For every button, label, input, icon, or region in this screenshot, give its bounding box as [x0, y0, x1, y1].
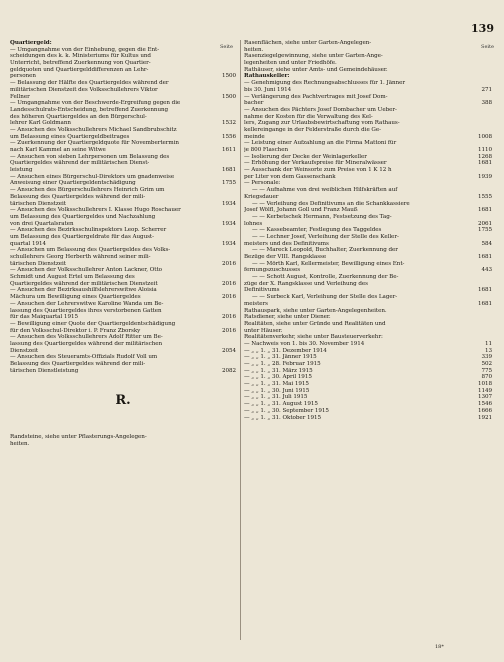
entry-text: — — Surbeck Karl, Verleihung der Stelle des Lager- [252, 294, 398, 301]
right-entry-line [244, 354, 492, 361]
entry-text: — Verlängerung des Pachtvertrages mit Josef Dom- [244, 93, 388, 100]
entry-text: Anweisung einer Quartiergeldentschädigung [10, 180, 136, 187]
entry-text: lassung des Quartiergeldes während der militärischen [10, 340, 163, 347]
left-entry-line [10, 368, 236, 375]
entry-text: — „ „ 1. „ 31. März 1915 [244, 367, 313, 374]
entry-page-number: 1500 [221, 93, 236, 100]
right-entry-line [244, 281, 492, 288]
entry-text: Realitätenverkehr, siehe unter Bausteuerverkehr: [244, 334, 383, 341]
right-entry-line [244, 254, 492, 261]
right-entry-line [244, 140, 492, 147]
entry-text: — — Mörth Karl, Kellermeister, Bewilligung eines Ent- [252, 260, 405, 267]
left-entry-line [10, 261, 236, 268]
entry-text: — Ansuchen um Belassung des Quartiergeldes des Volks- [10, 247, 171, 254]
right-entry-line [244, 107, 492, 114]
entry-text: bacher [244, 100, 264, 107]
entry-page-number: 584 [481, 240, 492, 247]
entry-page-number: 870 [481, 374, 492, 381]
right-entry-line [244, 87, 492, 94]
entry-text: — „ „ 1. „ 31. Oktober 1915 [244, 414, 322, 421]
left-entry-line [10, 194, 236, 201]
right-entry-line [244, 381, 492, 388]
entry-text: leistung [10, 167, 33, 174]
left-entry-line [10, 334, 236, 341]
entry-text: — — Aufnahme von drei weiblichen Hilfskräften auf [252, 187, 398, 194]
entry-page-number: 1307 [477, 394, 492, 401]
left-entry-line [10, 107, 236, 114]
right-column [244, 40, 492, 421]
entry-text: — — Mareck Leopold, Buchhalter, Zuerkennung der [252, 247, 398, 254]
right-entry-line [244, 227, 492, 234]
entry-text: — — Kassebeamter, Festlegung des Taggeldes [252, 227, 382, 234]
left-entry-line [10, 321, 236, 328]
entry-text: nach Karl Kammel an seine Witwe [10, 147, 106, 153]
entry-text: — Ansuchen des Volksschullehrers Michael Sandbrubschitz [10, 126, 177, 133]
entry-text: heiten. [10, 441, 30, 448]
left-entry-line [10, 53, 236, 60]
left-entry-line [10, 47, 236, 54]
right-entry-line [244, 167, 492, 174]
left-entry-line [10, 274, 236, 281]
right-entry-line [244, 334, 492, 341]
entry-page-number: 1555 [477, 193, 492, 200]
entry-text: — Isolierung der Decke der Weinlagerkeller [244, 153, 367, 160]
left-entry-line [10, 434, 236, 441]
page-number: 139 [471, 22, 494, 35]
entry-text: quartal 1914 [10, 240, 46, 247]
left-entry-line [10, 241, 236, 248]
left-entry-line [10, 201, 236, 208]
right-entry-line [244, 287, 492, 294]
right-entry-line [244, 314, 492, 321]
right-entry-line [244, 174, 492, 181]
right-entry-line [244, 134, 492, 141]
entry-text: — Ansuchen eines Bürgerschul-Direktors um gnadenweise [10, 173, 175, 180]
column-divider [240, 40, 241, 640]
right-entry-line [244, 267, 492, 274]
column-header-right: Seite [481, 44, 494, 50]
entry-page-number: 1681 [477, 207, 492, 214]
right-entry-line [244, 328, 492, 335]
entry-text: Belassung des Quartiergeldes während der mili- [10, 361, 146, 367]
right-entry-line [244, 154, 492, 161]
right-entry-line [244, 241, 492, 248]
left-entry-line [10, 154, 236, 161]
entry-page-number: 2082 [221, 367, 236, 374]
entry-text: — Bewilligung einer Quote der Quartiergeldentschädigung [10, 320, 176, 327]
entry-page-number: 1611 [221, 147, 236, 153]
entry-page-number: 1110 [477, 147, 492, 153]
left-entry-line [10, 94, 236, 101]
entry-page-number: 2016 [221, 327, 236, 334]
right-entry-line [244, 368, 492, 375]
entry-text: um Belassung eines Quartiergeldbeitrages [10, 133, 130, 140]
right-entry-line [244, 394, 492, 401]
left-entry-line [10, 174, 236, 181]
entry-text: züge der X. Rangsklasse und Verleihung des [244, 280, 368, 287]
entry-text: — „ „ 1. „ 31. Jänner 1915 [244, 354, 317, 361]
entry-text: Quartiergeldes während der militärischen Dienstzeit [10, 280, 158, 287]
entry-page-number: 11 [484, 340, 492, 347]
entry-text: — „ „ 1. „ 30. September 1915 [244, 407, 329, 414]
right-entry-line [244, 274, 492, 281]
entry-page-number: 1921 [477, 414, 492, 421]
right-entry-line [244, 100, 492, 107]
entry-page-number: 2061 [477, 220, 492, 227]
left-entry-line [10, 254, 236, 261]
entry-text: tärischen Dienstleistung [10, 367, 79, 374]
left-entry-line [10, 134, 236, 141]
entry-page-number: 1681 [477, 287, 492, 294]
right-entry-line [244, 73, 492, 80]
left-entry-line [10, 207, 236, 214]
entry-page-number: 1681 [477, 160, 492, 167]
right-entry-line [244, 47, 492, 54]
entry-text: — „ „ 1. „ 31. Mai 1915 [244, 381, 309, 388]
entry-text: — Erhöhung der Verkaufspreise für Mineralwässer [244, 160, 387, 167]
right-entry-line [244, 67, 492, 74]
left-entry-line [10, 160, 236, 167]
entry-text: — — Lechner Josef, Verleihung der Stelle des Keller- [252, 233, 399, 240]
entry-text: — Ansuchen des Pächters Josef Dombacher um Ueber- [244, 106, 397, 113]
entry-text: — Umgangnahme von der Einhebung, gegen die Ent- [10, 46, 160, 53]
left-entry-line [10, 354, 236, 361]
left-entry-line [10, 441, 236, 448]
right-entry-line [244, 201, 492, 208]
entry-text: um Belassung des Quartiergeldes und Nachzahlung [10, 213, 156, 220]
left-entry-line [10, 147, 236, 154]
entry-page-number: 13 [484, 347, 492, 354]
right-entry-line [244, 114, 492, 121]
entry-page-number: 1681 [221, 167, 236, 174]
entry-text: lohnes [244, 220, 263, 227]
entry-page-number: 1149 [477, 387, 492, 394]
entry-text: Ratsdiener, siehe unter Diener. [244, 314, 331, 321]
entry-text: unter Häuser. [244, 327, 283, 334]
entry-page-number: 1546 [477, 401, 492, 408]
left-entry-line [10, 73, 236, 80]
right-entry-line [244, 234, 492, 241]
right-entry-line [244, 221, 492, 228]
entry-text: meinde [244, 133, 265, 140]
left-entry-line [10, 267, 236, 274]
right-entry-line [244, 194, 492, 201]
entry-text: bis 30. Juni 1914 [244, 86, 292, 93]
right-entry-line [244, 40, 492, 47]
left-entry-line [10, 114, 236, 121]
right-entry-line [244, 341, 492, 348]
left-entry-line [10, 301, 236, 308]
entry-text: Dienstzeit [10, 347, 39, 354]
entry-text: — Ansuchen des Steueramts-Offizials Rudolf Voll um [10, 354, 158, 361]
right-entry-line [244, 53, 492, 60]
column-header-left: Seite [220, 44, 233, 50]
entry-text: geldquoten und Quartiergelddifferenzen an Lehr- [10, 66, 149, 73]
right-entry-line [244, 94, 492, 101]
entry-page-number: 2054 [221, 347, 236, 354]
entry-page-number: 271 [481, 86, 492, 93]
entry-text: Randsteine, siehe unter Pflasterungs-Angelegen- [10, 434, 147, 441]
entry-text: — Ansuchen des Bürgerschullehrers Heinrich Grim um [10, 187, 165, 194]
right-entry-line [244, 348, 492, 355]
entry-text: Rathäuser, siehe unter Amts- und Gemeindehäuser. [244, 66, 388, 73]
entry-text: — „ „ 1. „ 31. Dezember 1914 [244, 347, 327, 354]
entry-text: Mächura um Bewilligung eines Quartiergeldes [10, 294, 141, 301]
entry-text: — Genehmigung des Rechnungsabschlusses für 1. Jänner [244, 80, 405, 87]
entry-text: schullehrers Georg Herberth während seiner mili- [10, 254, 151, 260]
entry-text: meisters [244, 300, 268, 307]
entry-text: — Belassung der Hälfte des Quartiergeldes während der [10, 80, 169, 87]
right-entry-line [244, 374, 492, 381]
entry-text: — Ansuchen von sieben Lehrpersonen um Belassung des [10, 153, 170, 160]
left-entry-line [10, 60, 236, 67]
entry-text: Rasenziegelgewinnung, siehe unter Garten-Ange- [244, 53, 383, 60]
right-entry-line [244, 301, 492, 308]
entry-page-number: 339 [481, 354, 492, 361]
entry-text: legenheiten und unter Friedhöfe. [244, 60, 337, 67]
entry-text: personen [10, 73, 36, 80]
left-column [10, 40, 236, 448]
left-entry-line [10, 67, 236, 74]
entry-page-number: 2016 [221, 260, 236, 267]
right-entry-line [244, 361, 492, 368]
entry-text: — Ansuchen des Bezirksschulinspektors Leop. Scherrer [10, 227, 167, 234]
left-entry-line [10, 328, 236, 335]
entry-text: nahme der Kosten für die Verwaltung des Kel- [244, 113, 373, 120]
left-entry-line [10, 40, 236, 47]
left-entry-line [10, 247, 236, 254]
entry-text: lehrer Karl Goldmann [10, 120, 71, 127]
entry-text: per Liter von dem Gassenschank [244, 173, 336, 180]
entry-page-number: 1018 [477, 381, 492, 388]
left-entry-line [10, 214, 236, 221]
entry-text: — Ausschank der Weinsorte zum Preise von 1 K 12 h [244, 167, 392, 174]
entry-page-number: 1681 [477, 300, 492, 307]
entry-text: — „ „ 1. „ 30. Juni 1915 [244, 387, 310, 394]
left-entry-line [10, 308, 236, 315]
left-entry-line [10, 314, 236, 321]
entry-text: — Zuerkennung der Quartiergeldquote für Novembertermin [10, 140, 179, 147]
entry-page-number: 502 [481, 361, 492, 367]
entry-text: Rathauskeller: [244, 73, 290, 80]
entry-text: — — Verleihung des Definitivums an die Schankkassiere [252, 200, 410, 207]
right-entry-line [244, 180, 492, 187]
entry-text: Schmidt und August Ertel um Belassung des [10, 274, 135, 281]
entry-text: — — Schott August, Kontrolle, Zuerkennung der Be- [252, 274, 399, 281]
entry-text: für das Maiquartal 1915 [10, 314, 78, 321]
entry-page-number: 1500 [221, 73, 236, 80]
entry-page-number: 1939 [477, 173, 492, 180]
entry-text: — „ „ 1. „ 30. April 1915 [244, 374, 312, 381]
left-entry-line [10, 221, 236, 228]
right-entry-line [244, 308, 492, 315]
entry-text: — Ansuchen der Lehrerswitwe Karoline Wanda um Be- [10, 300, 164, 307]
left-entry-line [10, 187, 236, 194]
left-entry-line [10, 87, 236, 94]
entry-text: lers, Zugang zur Urlaubsbewirtschaftung vom Rathaus- [244, 120, 400, 127]
entry-text: militärischen Dienstzeit des Volksschullehrers Viktor [10, 86, 158, 93]
entry-text: um Belassung des Quartiergeldrate für das August- [10, 233, 154, 240]
right-entry-line [244, 120, 492, 127]
entry-page-number: 1008 [477, 133, 492, 140]
right-entry-line [244, 160, 492, 167]
entry-page-number: 775 [481, 367, 492, 374]
entry-text: — Umgangnahme von der Beschwerde-Ergreifung gegen die [10, 100, 181, 107]
entry-text: des höheren Quartiergeldes an den Bürgerschul- [10, 113, 147, 120]
left-entry-line [10, 80, 236, 87]
right-entry-line [244, 321, 492, 328]
entry-text: Unterricht, betreffend Zuerkennung von Quartier- [10, 60, 151, 67]
entry-text: Fellner [10, 93, 30, 100]
left-entry-line [10, 374, 236, 434]
entry-text: — „ „ 1. „ 31. Juli 1915 [244, 394, 308, 401]
entry-text: Landesschulrats-Entscheidung, betreffend Zuerkennung [10, 106, 169, 113]
entry-text: Rathauspark, siehe unter Garten-Angelegenheiten. [244, 307, 387, 314]
entry-page-number: 1934 [221, 200, 236, 207]
left-entry-line [10, 100, 236, 107]
entry-text: — „ „ 1. „ 28. Februar 1915 [244, 361, 321, 367]
entry-text: — Ansuchen der Volksschullehrer Anton Lackner, Otto [10, 267, 162, 274]
left-entry-line [10, 180, 236, 187]
entry-text: fernungszuschusses [244, 267, 301, 274]
right-entry-line [244, 401, 492, 408]
entry-text: lassung des Quartiergeldes ihres verstorbenen Gatten [10, 307, 162, 314]
entry-page-number: 1666 [477, 407, 492, 414]
entry-text: Quartiergeldes während der militärischen Dienst- [10, 160, 150, 167]
right-entry-line [244, 207, 492, 214]
right-entry-line [244, 60, 492, 67]
left-entry-line [10, 348, 236, 355]
left-entry-line [10, 234, 236, 241]
right-entry-line [244, 408, 492, 415]
entry-text: Bezüge der VIII. Rangsklasse [244, 254, 327, 260]
entry-page-number: 1934 [221, 240, 236, 247]
entry-page-number: 443 [481, 267, 492, 274]
entry-text: — Nachweis von 1. bis 30. November 1914 [244, 340, 365, 347]
entry-text: Rasenflächen, siehe unter Garten-Angelegen- [244, 40, 372, 46]
entry-text: kellereingange in der Felderstraße durch die Ge- [244, 126, 381, 133]
right-entry-line [244, 294, 492, 301]
entry-text: scheidungen des k. k. Ministeriums für Kultus und [10, 53, 151, 60]
right-entry-line [244, 127, 492, 134]
right-entry-line [244, 247, 492, 254]
right-entry-line [244, 214, 492, 221]
entry-text: Realitäten, siehe unter Gründe und Realitäten und [244, 320, 386, 327]
left-entry-line [10, 167, 236, 174]
entry-page-number: 2016 [221, 314, 236, 321]
right-entry-line [244, 388, 492, 395]
entry-text: von drei Quartalsraten [10, 220, 74, 227]
left-entry-line [10, 294, 236, 301]
footer-signature: 18* [435, 644, 444, 650]
entry-text: — — Kerbetschek Hermann, Festsetzung des Tag- [252, 213, 392, 220]
left-entry-line [10, 361, 236, 368]
left-entry-line [10, 127, 236, 134]
entry-text: Belassung des Quartiergeldes während der mili- [10, 193, 146, 200]
left-entry-line [10, 287, 236, 294]
entry-text: — Ansuchen der Bezirksaushilfslehrerswitwe Aloisia [10, 287, 157, 294]
left-entry-line [10, 120, 236, 127]
entry-page-number: 2016 [221, 294, 236, 301]
entry-text: Quartiergeld: [10, 40, 52, 46]
entry-page-number: 388 [481, 100, 492, 107]
right-entry-line [244, 261, 492, 268]
left-entry-line [10, 140, 236, 147]
entry-page-number: 1556 [221, 133, 236, 140]
entry-text: — „ „ 1. „ 31. August 1915 [244, 401, 318, 408]
entry-text: — Leistung einer Aufzahlung an die Firma Mattoni für [244, 140, 397, 147]
entry-text: Kriegsdauer [244, 193, 279, 200]
entry-page-number: 1681 [477, 254, 492, 260]
entry-page-number: 1755 [477, 227, 492, 234]
entry-text: — Personale: [244, 180, 281, 187]
entry-text: heiten. [244, 46, 264, 53]
left-entry-line [10, 281, 236, 288]
left-entry-line [10, 227, 236, 234]
entry-text: — Ansuchen des Volksschullehrers Adolf Ritter um Be- [10, 334, 163, 341]
left-entry-line [10, 341, 236, 348]
entry-text: R. [115, 393, 131, 409]
entry-page-number: 1268 [477, 153, 492, 160]
entry-page-number: 2016 [221, 280, 236, 287]
right-entry-line [244, 80, 492, 87]
entry-text: — Ansuchen des Volksschullehrers I. Klasse Hugo Roschauer [10, 207, 181, 214]
entry-page-number: 1532 [221, 120, 236, 127]
right-entry-line [244, 187, 492, 194]
right-entry-line [244, 415, 492, 422]
entry-page-number: 1755 [221, 180, 236, 187]
right-entry-line [244, 147, 492, 154]
entry-page-number: 1934 [221, 220, 236, 227]
entry-text: Josef Wölfl, Johann Goll und Franz Mauß [244, 207, 358, 214]
entry-text: tärischen Dienstzeit [10, 200, 66, 207]
entry-text: je 800 Flaschen [244, 147, 289, 153]
entry-text: für den Volksschul-Direktor i. P. Franz Zborsky [10, 327, 141, 334]
entry-text: tärischen Dienstzeit [10, 260, 66, 267]
entry-text: Definitivums [244, 287, 280, 294]
entry-text: meisters und des Definitivums [244, 240, 329, 247]
